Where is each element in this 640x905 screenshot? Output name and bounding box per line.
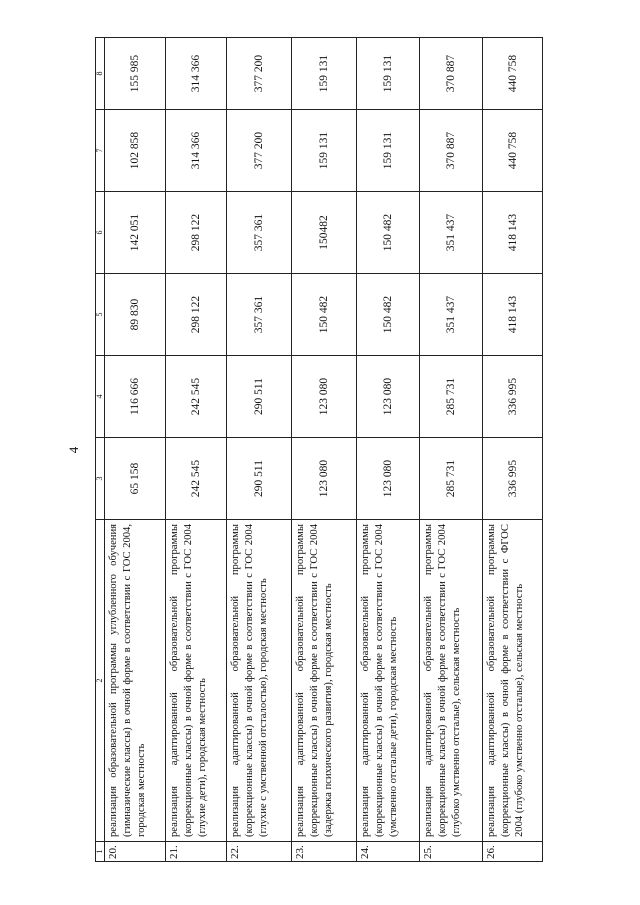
value-col-7: 370 887 xyxy=(420,110,483,192)
row-number: 22. xyxy=(226,842,291,862)
value-col-6: 357 361 xyxy=(226,192,291,274)
value-col-6: 150 482 xyxy=(357,192,420,274)
value-col-4: 123 080 xyxy=(357,356,420,438)
value-col-5: 351 437 xyxy=(420,274,483,356)
value-col-8: 314 366 xyxy=(165,38,226,110)
value-col-8: 159 131 xyxy=(357,38,420,110)
table-row xyxy=(105,38,166,862)
value-col-8: 377 200 xyxy=(226,38,291,110)
value-col-8: 159 131 xyxy=(291,38,356,110)
row-number: 25. xyxy=(420,842,483,862)
value-col-3: 285 731 xyxy=(420,438,483,520)
value-col-7: 440 758 xyxy=(483,110,543,192)
value-col-3: 65 158 xyxy=(105,438,166,520)
value-col-7: 102 858 xyxy=(105,110,166,192)
value-col-3: 242 545 xyxy=(165,438,226,520)
value-col-5: 89 830 xyxy=(105,274,166,356)
value-col-4: 285 731 xyxy=(420,356,483,438)
row-description: реализация адаптированной образовательной программы (коррекционные классы) в очной форме в соответствии с ГОС 2004 (задержка психического развития), городская местность xyxy=(291,520,356,842)
cost-table xyxy=(95,37,543,862)
column-header: 4 xyxy=(96,356,105,438)
column-header: 6 xyxy=(96,192,105,274)
header-row xyxy=(96,38,105,862)
value-col-6: 418 143 xyxy=(483,192,543,274)
value-col-4: 116 666 xyxy=(105,356,166,438)
value-col-5: 150 482 xyxy=(291,274,356,356)
value-col-8: 370 887 xyxy=(420,38,483,110)
row-description: реализация образовательной программы углубленного обучения (гимназические классы) в очной форме в соответствии с ГОС 2004, городская местность xyxy=(105,520,166,842)
row-description: реализация адаптированной образовательной программы (коррекционные классы) в очной форме в соответствии с ГОС 2004 (умственно отсталые дети), городская местность xyxy=(357,520,420,842)
value-col-5: 357 361 xyxy=(226,274,291,356)
row-description: реализация адаптированной образовательной программы (коррекционные классы) в очной форме в соответствии с ГОС 2004 (глубоко умственно отсталые), сельская местность xyxy=(420,520,483,842)
value-col-7: 314 366 xyxy=(165,110,226,192)
value-col-6: 351 437 xyxy=(420,192,483,274)
page-number: 4 xyxy=(66,446,81,454)
table-row xyxy=(420,38,483,862)
row-description: реализация адаптированной образовательной программы (коррекционные классы) в очной форме в соответствии с ГОС 2004 (глухие дети), городская местность xyxy=(165,520,226,842)
value-col-7: 159 131 xyxy=(291,110,356,192)
row-number: 21. xyxy=(165,842,226,862)
column-header: 1 xyxy=(96,842,105,862)
value-col-5: 150 482 xyxy=(357,274,420,356)
row-number: 24. xyxy=(357,842,420,862)
row-number: 23. xyxy=(291,842,356,862)
value-col-5: 418 143 xyxy=(483,274,543,356)
value-col-6: 142 051 xyxy=(105,192,166,274)
value-col-7: 159 131 xyxy=(357,110,420,192)
table-row xyxy=(291,38,356,862)
column-header: 2 xyxy=(96,520,105,842)
value-col-7: 377 200 xyxy=(226,110,291,192)
row-number: 20. xyxy=(105,842,166,862)
value-col-3: 123 080 xyxy=(357,438,420,520)
value-col-4: 242 545 xyxy=(165,356,226,438)
table-row xyxy=(483,38,543,862)
column-header: 5 xyxy=(96,274,105,356)
value-col-4: 336 995 xyxy=(483,356,543,438)
row-number: 26. xyxy=(483,842,543,862)
value-col-4: 290 511 xyxy=(226,356,291,438)
value-col-8: 440 758 xyxy=(483,38,543,110)
value-col-3: 123 080 xyxy=(291,438,356,520)
value-col-6: 150482 xyxy=(291,192,356,274)
column-header: 3 xyxy=(96,438,105,520)
row-description: реализация адаптированной образовательной программы (коррекционные классы) в очной форме в соответствии с ФГОС 2004 (глубоко умственно отсталые), сельская местность xyxy=(483,520,543,842)
column-header: 7 xyxy=(96,110,105,192)
value-col-4: 123 080 xyxy=(291,356,356,438)
column-header: 8 xyxy=(96,38,105,110)
table-row xyxy=(357,38,420,862)
value-col-6: 298 122 xyxy=(165,192,226,274)
row-description: реализация адаптированной образовательной программы (коррекционные классы) в очной форме в соответствии с ГОС 2004 (глухие с умственной отсталостью), городская местность xyxy=(226,520,291,842)
value-col-3: 336 995 xyxy=(483,438,543,520)
value-col-8: 155 985 xyxy=(105,38,166,110)
table-row xyxy=(165,38,226,862)
table-row xyxy=(226,38,291,862)
value-col-5: 298 122 xyxy=(165,274,226,356)
value-col-3: 290 511 xyxy=(226,438,291,520)
rotated-document-page xyxy=(66,38,543,862)
